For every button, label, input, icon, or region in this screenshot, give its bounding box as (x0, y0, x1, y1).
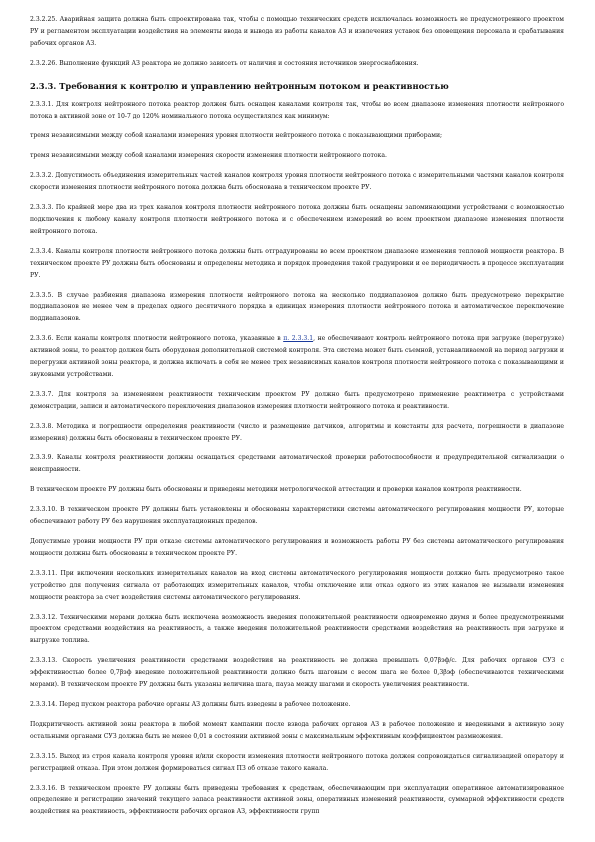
paragraph-2-3-3-6-rest: , не обеспечивают контроль нейтронного потока при загрузке (перегрузке) активной зоны, то реактор должен быть оборудован дополнительной системой контроля. Эта система может быть съемной, устанавливаемой на период загрузки и перегрузки активной зоны реактора, и должна включать в себя не менее трех независимых каналов контроля плотности нейтронного потока с показывающими и звуковыми устройствами. (30, 335, 564, 378)
paragraph-2-3-3-13: 2.3.3.13. Скорость увеличения реактивности средствами воздействия на реактивность не должна превышать 0,07βэф/с. Для рабочих органов СУЗ с эффективностью более 0,7βэф введение положительной реактивности должно быть шаговым с весом шага не более 0,3βэф (обеспечиваются техническими мерами). В техническом проекте РУ должны быть указаны величина шага, пауза между шагами и скорость увеличения реактивности. (30, 657, 564, 689)
paragraph-2-3-3-10: 2.3.3.10. В техническом проекте РУ должны быть установлены и обоснованы характеристики системы автоматического регулирования мощности РУ, которые обеспечивают работу РУ без нарушения эксплуатационных пределов. (30, 506, 564, 526)
paragraph-2-3-3-2: 2.3.3.2. Допустимость объединения измерительных частей каналов контроля уровня плотности нейтронного потока с измерительными частями каналов контроля скорости изменения плотности нейтронного потока должна быть обоснована в техническом проекте РУ. (30, 172, 564, 192)
paragraph-2-3-3-6-intro: 2.3.3.6. Если каналы контроля плотности нейтронного потока, указанные в (30, 335, 284, 343)
document-page (30, 14, 564, 818)
paragraph-2-3-3-16: 2.3.3.16. В техническом проекте РУ должны быть приведены требования к средствам, обеспечивающим при эксплуатации оперативное автоматизированное определение и регистрацию значений текущего запаса реактивности активной зоны, оперативных изменений реактивности, суммарной эффективности средств воздействия на реактивность, эффективности рабочих органов АЗ, эффективности групп (30, 784, 564, 816)
paragraph-2-3-3-10-note: Допустимые уровни мощности РУ при отказе системы автоматического регулирования и возможность работы РУ без системы автоматического регулирования мощности должны быть обоснованы в техническом проекте РУ. (30, 538, 564, 557)
paragraph-2-3-3-5: 2.3.3.5. В случае разбиения диапазона измерения плотности нейтронного потока на несколько поддиапазонов должно быть предусмотрено перекрытие поддиапазонов не менее чем в пределах одного десятичного порядка в единицах измерения плотности нейтронного потока и автоматическое переключение поддиапазонов. (30, 291, 564, 323)
section-heading-2-3-3: 2.3.3. Требования к контролю и управлению нейтронным потоком и реактивностью (30, 80, 449, 91)
paragraph-2-3-3-9-note: В техническом проекте РУ должны быть обоснованы и приведены методики метрологической аттестации и проверки каналов контроля реактивности. (30, 486, 522, 494)
paragraph-2-3-3-15: 2.3.3.15. Выход из строя канала контроля уровня и/или скорости изменения плотности нейтронного потока должен сопровождаться сигнализацией оператору и регистрацией отказа. При этом должен формироваться сигнал ПЗ об отказе такого канала. (30, 752, 564, 772)
paragraph-2-3-3-14: 2.3.3.14. Перед пуском реактора рабочие органы АЗ должны быть взведены в рабочее положение. (30, 700, 351, 708)
paragraph-2-3-3-8: 2.3.3.8. Методика и погрешности определения реактивности (число и размещение датчиков, алгоритмы и константы для расчета, погрешности в диапазоне измерения) должны быть обоснованы в техническом проекте РУ. (30, 422, 564, 442)
paragraph-2-3-3-3: 2.3.3.3. По крайней мере два из трех каналов контроля плотности нейтронного потока должны быть оснащены запоминающими устройствами с возможностью подключения к любому каналу контроля плотности нейтронного потока и с обеспечением измерений во всем проектном диапазоне изменения плотности нейтронного потока. (30, 204, 564, 235)
paragraph-2-3-3-1-item-2: тремя независимыми между собой каналами измерения скорости изменения плотности нейтронного потока. (30, 152, 387, 160)
paragraph-2-3-3-9: 2.3.3.9. Каналы контроля реактивности должны оснащаться средствами автоматической проверки работоспособности и предупредительной сигнализации о неисправности. (30, 454, 564, 474)
paragraph-2-3-3-4: 2.3.3.4. Каналы контроля плотности нейтронного потока должны быть отградуированы во всем проектном диапазоне изменения тепловой мощности реактора. В техническом проекте РУ должны быть обоснованы и определены методика и порядок проведения такой градуировки и ее периодичность в процессе эксплуатации РУ. (30, 247, 564, 279)
paragraph-2-3-3-14-note: Подкритичность активной зоны реактора в любой момент кампании после взвода рабочих органов АЗ в рабочее положение и введенными в активную зону остальными органами СУЗ должна быть не менее 0,01 в состоянии активной зоны с максимальным эффективным коэффициентом размножения. (30, 720, 564, 740)
paragraph-2-3-3-11: 2.3.3.11. При включении нескольких измерительных каналов на вход системы автоматического регулирования мощности должно быть предусмотрено такое устройство для получения сигнала от работающих измерительных каналов, чтобы отключение или отказ одного из этих каналов не вызывали изменения мощности реактора за счет воздействия системы автоматического регулирования. (30, 569, 564, 601)
paragraph-2-3-3-12: 2.3.3.12. Техническими мерами должна быть исключена возможность введения положительной реактивности одновременно двумя и более предусмотренными проектом средствами воздействия на реактивность, а также введения положительной реактивности средствами воздействия на реактивность при загрузке и выгрузке топлива. (30, 613, 564, 645)
paragraph-2-3-3-1-item-1: тремя независимыми между собой каналами измерения уровня плотности нейтронного потока с показывающими приборами; (30, 132, 443, 140)
paragraph-2-3-3-6 (30, 333, 564, 381)
paragraph-2-3-2-25: 2.3.2.25. Аварийная защита должна быть спроектирована так, чтобы с помощью технических средств исключалась возможность не предусмотренного проектом РУ и регламентом эксплуатации воздействия на элементы ввода и вывода из работы каналов АЗ и извлечения уставок без оповещения персонала и срабатывания рабочих органов АЗ. (30, 16, 564, 47)
link-2-3-3-1[interactable]: п. 2.3.3.1 (283, 335, 314, 343)
paragraph-2-3-2-26: 2.3.2.26. Выполнение функций АЗ реактора не должно зависеть от наличия и состояния источников энергоснабжения. (30, 59, 419, 67)
paragraph-2-3-3-1: 2.3.3.1. Для контроля нейтронного потока реактор должен быть оснащен каналами контроля так, чтобы во всем диапазоне изменения плотности нейтронного потока в активной зоне от 10-7 до 120% номинального потока осуществлялся как минимум: (30, 100, 564, 120)
paragraph-2-3-3-7: 2.3.3.7. Для контроля за изменением реактивности техническим проектом РУ должно быть предусмотрено применение реактиметра с устройствами демонстрации, записи и автоматического переключения диапазонов измерения плотности нейтронного потока и реактивности. (30, 390, 564, 410)
